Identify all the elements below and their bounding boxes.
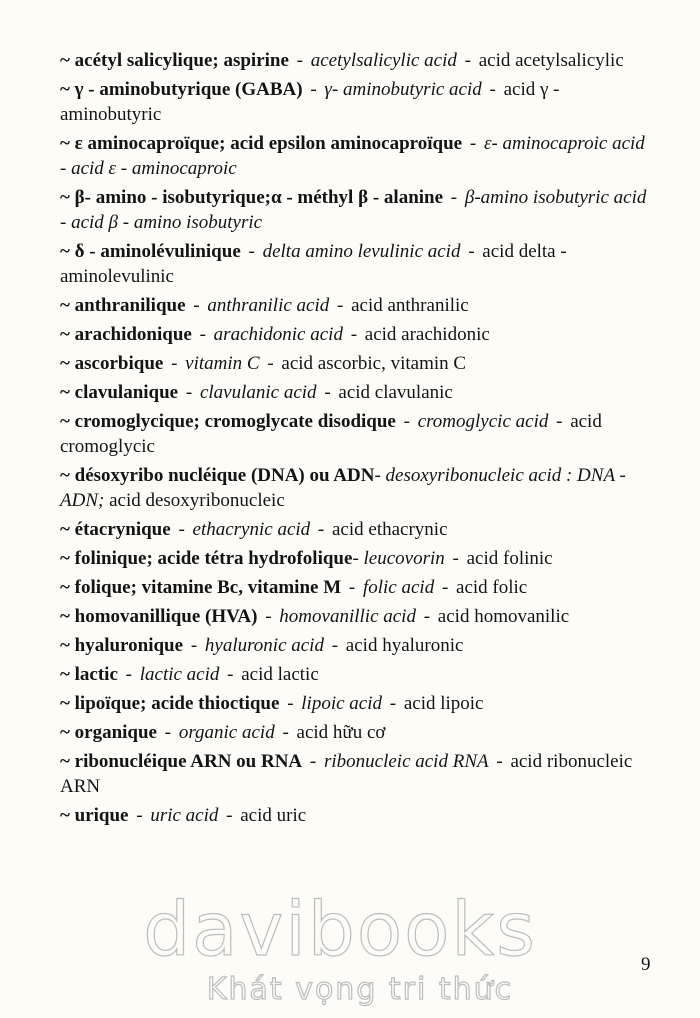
entry-vietnamese-term: acid acetylsalicylic: [478, 50, 624, 71]
entry-english-term: ethacrynic acid: [192, 519, 311, 540]
entry-tilde: ~: [60, 606, 70, 627]
entry-separator: -: [160, 722, 176, 743]
entry-english-term: arachidonic acid: [213, 324, 343, 345]
entry-separator: -: [277, 722, 294, 743]
entry-tilde: ~: [60, 751, 70, 772]
entry-tilde: ~: [60, 664, 70, 685]
entry-french-term: ε aminocaproïque; acid epsilon aminocaproïque: [74, 133, 463, 154]
entry-vietnamese-term: acid lactic: [241, 664, 319, 685]
entry-separator: -: [374, 465, 386, 486]
entry-french-term: ascorbique: [74, 353, 164, 374]
entry-english-term: anthranilic acid: [207, 295, 330, 316]
entry-separator: -: [282, 693, 299, 714]
entry-vietnamese-term: acid arachidonic: [364, 324, 490, 345]
entry-separator: -: [222, 664, 239, 685]
entry-separator: -: [186, 635, 202, 656]
dictionary-entries: [60, 48, 650, 832]
entry-tilde: ~: [60, 635, 70, 656]
watermark-brand: davibooks: [143, 887, 537, 973]
entry-vietnamese-term: acid homovanilic: [437, 606, 570, 627]
entry: [60, 662, 650, 687]
entry-separator: -: [463, 241, 480, 262]
entry-english-term: folic acid: [362, 577, 435, 598]
entry-separator: -: [326, 635, 343, 656]
entry-separator: -: [243, 241, 260, 262]
entry-separator: -: [332, 295, 349, 316]
entry-tilde: ~: [60, 805, 70, 826]
entry-vietnamese-term: acid γ - aminobutyric: [60, 79, 560, 125]
entry-separator: -: [344, 577, 360, 598]
entry: [60, 185, 650, 235]
entry-french-term: anthranilique: [74, 295, 186, 316]
entry-tilde: ~: [60, 519, 70, 540]
entry: [60, 691, 650, 716]
entry: [60, 409, 650, 459]
entry-french-term: étacrynique: [74, 519, 171, 540]
entry-vietnamese-term: acid hữu cơ: [296, 722, 386, 743]
entry-vietnamese-term: acid ascorbic, vitamin C: [281, 353, 467, 374]
entry-english-term: clavulanic acid: [199, 382, 317, 403]
entry-vietnamese-term: acid ribonucleic ARN: [60, 751, 633, 797]
entry-separator: -: [447, 548, 464, 569]
entry-vietnamese-term: acid folinic: [466, 548, 553, 569]
entry-separator: -: [120, 664, 137, 685]
entry-tilde: ~: [60, 722, 70, 743]
entry-english-term: acetylsalicylic acid: [310, 50, 457, 71]
entry-vietnamese-term: acid lipoic: [403, 693, 484, 714]
entry-tilde: ~: [60, 79, 70, 100]
entry: [60, 463, 650, 513]
entry-french-term: δ - aminolévulinique: [74, 241, 241, 262]
entry-english-term: desoxyribonucleic acid : DNA - ADN;: [60, 465, 626, 511]
entry-separator: -: [437, 577, 454, 598]
entry-separator: -: [131, 805, 148, 826]
entry-english-term: ε- aminocaproic acid - acid ε - aminocaproic: [60, 133, 645, 179]
entry: [60, 380, 650, 405]
entry: [60, 720, 650, 745]
entry-english-term: lactic acid: [139, 664, 220, 685]
entry-english-term: vitamin C: [185, 353, 260, 374]
entry-english-term: uric acid: [150, 805, 219, 826]
entry: [60, 77, 650, 127]
entry-french-term: lactic: [74, 664, 118, 685]
entry-english-term: ribonucleic acid RNA: [323, 751, 489, 772]
entry-french-term: ribonucléique ARN ou RNA: [74, 751, 303, 772]
entry-french-term: homovanillique (HVA): [74, 606, 258, 627]
entry: [60, 131, 650, 181]
entry-separator: -: [173, 519, 190, 540]
watermark-slogan: Khát vọng tri thức: [206, 972, 514, 1007]
entry-french-term: acétyl salicylique; aspirine: [74, 50, 289, 71]
entry-tilde: ~: [60, 693, 70, 714]
entry-french-term: folique; vitamine Bc, vitamine M: [74, 577, 342, 598]
entry: [60, 575, 650, 600]
entry-separator: -: [194, 324, 211, 345]
entry-separator: -: [262, 353, 279, 374]
entry-separator: -: [260, 606, 277, 627]
entry-tilde: ~: [60, 548, 70, 569]
entry-english-term: delta amino levulinic acid: [262, 241, 461, 262]
entry: [60, 546, 650, 571]
entry-french-term: clavulanique: [74, 382, 179, 403]
entry-french-term: organique: [74, 722, 157, 743]
entry: [60, 48, 650, 73]
entry-separator: -: [345, 324, 362, 345]
entry-tilde: ~: [60, 241, 70, 262]
entry: [60, 517, 650, 542]
entry-french-term: arachidonique: [74, 324, 192, 345]
entry: [60, 803, 650, 828]
entry-separator: -: [305, 79, 322, 100]
entry-english-term: γ- aminobutyric acid: [324, 79, 482, 100]
entry-english-term: lipoic acid: [301, 693, 382, 714]
entry-tilde: ~: [60, 295, 70, 316]
entry-separator: -: [352, 548, 364, 569]
entry-tilde: ~: [60, 577, 70, 598]
entry-separator: -: [385, 693, 401, 714]
entry-tilde: ~: [60, 465, 70, 486]
entry-separator: -: [465, 133, 481, 154]
entry-tilde: ~: [60, 382, 70, 403]
entry-french-term: cromoglycique; cromoglycate disodique: [74, 411, 396, 432]
entry-tilde: ~: [60, 324, 70, 345]
entry-vietnamese-term: acid uric: [240, 805, 307, 826]
entry-english-term: homovanillic acid: [279, 606, 416, 627]
entry: [60, 749, 650, 799]
entry-separator: -: [446, 187, 462, 208]
entry: [60, 351, 650, 376]
entry: [60, 633, 650, 658]
entry-separator: -: [491, 751, 508, 772]
entry-vietnamese-term: acid anthranilic: [351, 295, 469, 316]
entry-english-term: leucovorin: [363, 548, 445, 569]
entry-vietnamese-term: acid clavulanic: [338, 382, 453, 403]
entry-separator: -: [398, 411, 415, 432]
entry-separator: -: [418, 606, 435, 627]
entry-separator: -: [459, 50, 476, 71]
entry-english-term: β-amino isobutyric acid - acid β - amino isobutyric: [60, 187, 647, 233]
entry-separator: -: [166, 353, 183, 374]
entry-separator: -: [305, 751, 321, 772]
entry-tilde: ~: [60, 50, 70, 71]
entry-tilde: ~: [60, 411, 70, 432]
entry-vietnamese-term: acid desoxyribonucleic: [109, 490, 285, 511]
entry-vietnamese-term: acid ethacrynic: [332, 519, 448, 540]
entry-tilde: ~: [60, 187, 70, 208]
entry: [60, 322, 650, 347]
entry-separator: -: [484, 79, 501, 100]
entry-separator: -: [291, 50, 308, 71]
entry: [60, 293, 650, 318]
entry-vietnamese-term: acid hyaluronic: [345, 635, 464, 656]
entry-english-term: hyaluronic acid: [204, 635, 324, 656]
entry-french-term: lipoïque; acide thioctique: [74, 693, 280, 714]
entry-vietnamese-term: acid delta - aminolevulinic: [60, 241, 567, 287]
entry-vietnamese-term: acid folic: [456, 577, 528, 598]
page-number: 9: [641, 954, 651, 975]
entry-english-term: organic acid: [178, 722, 275, 743]
entry: [60, 239, 650, 289]
entry-french-term: désoxyribo nucléique (DNA) ou ADN: [74, 465, 375, 486]
entry-french-term: hyaluronique: [74, 635, 184, 656]
entry-separator: -: [181, 382, 197, 403]
entry-separator: -: [551, 411, 568, 432]
entry-separator: -: [313, 519, 329, 540]
entry-tilde: ~: [60, 353, 70, 374]
entry-english-term: cromoglycic acid: [417, 411, 549, 432]
entry-french-term: γ - aminobutyrique (GABA): [74, 79, 303, 100]
entry-french-term: urique: [74, 805, 129, 826]
entry-tilde: ~: [60, 133, 70, 154]
entry: [60, 604, 650, 629]
entry-separator: -: [319, 382, 336, 403]
entry-french-term: β- amino - isobutyrique;α - méthyl β - alanine: [74, 187, 444, 208]
entry-separator: -: [188, 295, 205, 316]
entry-separator: -: [221, 805, 238, 826]
entry-french-term: folinique; acide tétra hydrofolique: [74, 548, 353, 569]
entry-vietnamese-term: acid cromoglycic: [60, 411, 602, 457]
